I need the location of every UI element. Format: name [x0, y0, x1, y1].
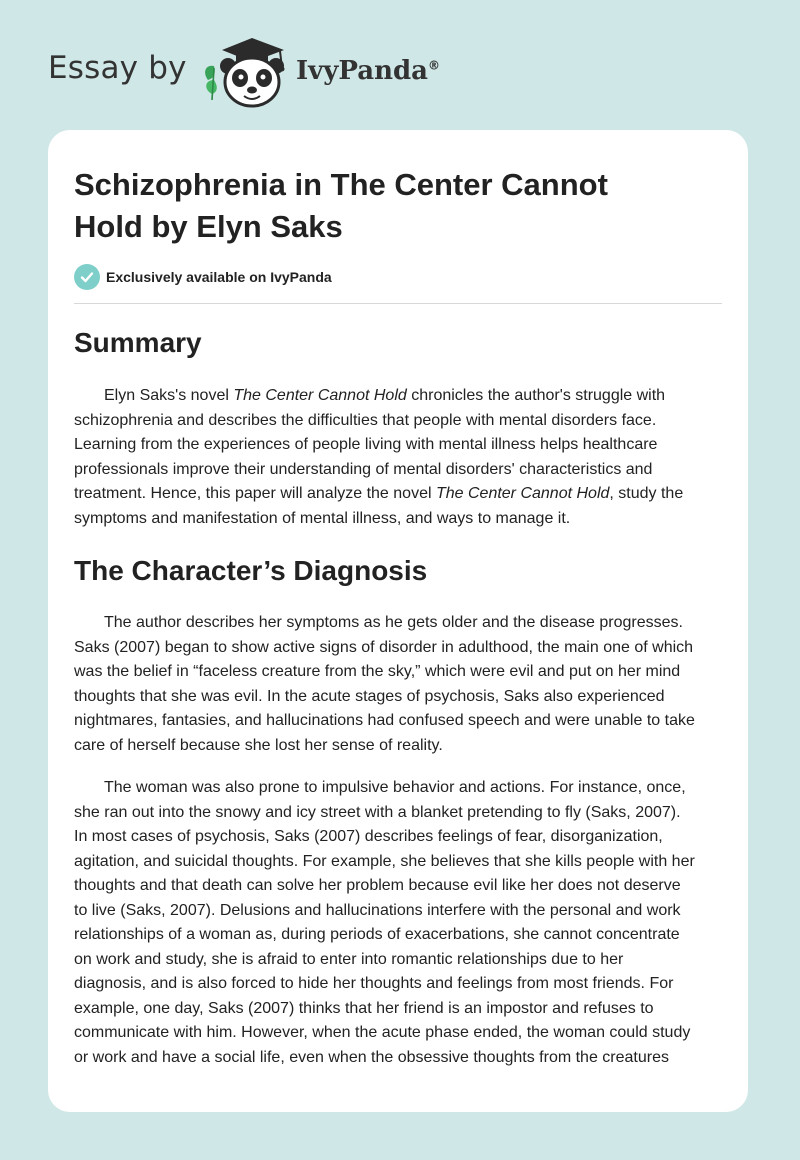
- paragraph-line: [74, 734, 726, 759]
- paragraph-line: [74, 709, 726, 734]
- text-segment: In most cases of psychosis, Saks (2007) describes feelings of fear, disorganization,: [74, 828, 663, 845]
- paragraph-line: [74, 825, 726, 850]
- panda-logo-icon[interactable]: [200, 34, 296, 110]
- title-line: Hold by Elyn Saks: [74, 209, 343, 244]
- brand-label: IvyPanda: [296, 56, 429, 86]
- essay-title: [74, 164, 714, 248]
- paragraph-line: [74, 636, 726, 661]
- paragraph-line: [74, 384, 726, 409]
- paragraph-line: [74, 899, 726, 924]
- paragraph-line: [74, 482, 726, 507]
- text-segment: Elyn Saks's novel: [104, 387, 234, 404]
- text-segment: treatment. Hence, this paper will analyze the novel: [74, 485, 436, 502]
- text-segment: example, one day, Saks (2007) thinks that her friend is an impostor and refuses to: [74, 999, 654, 1017]
- paragraph-line: [74, 433, 726, 458]
- paragraph: [74, 776, 726, 1070]
- text-segment: , study the: [609, 485, 684, 502]
- exclusive-badge: [74, 264, 332, 290]
- ivy-leaf-icon: [205, 66, 217, 100]
- text-segment: Saks (2007) began to show active signs of disorder in adulthood, the main one of which: [74, 638, 694, 656]
- paragraph-line: [74, 1021, 726, 1046]
- section-heading: The Character’s Diagnosis: [74, 555, 428, 586]
- text-segment: to live (Saks, 2007). Delusions and hallucinations interfere with the personal and work: [74, 901, 681, 919]
- text-segment: Learning from the experiences of people living with mental illness helps healthcare: [74, 436, 658, 453]
- text-segment: agitation, and suicidal thoughts. For example, she believes that she kills people with her: [74, 852, 695, 870]
- paragraph-line: [74, 972, 726, 997]
- paragraph-line: [74, 801, 726, 826]
- book-title-text: The Center Cannot Hold: [435, 485, 610, 502]
- paragraph-line: [74, 874, 726, 899]
- essay-by-label: Essay by: [48, 50, 187, 86]
- text-segment: diagnosis, and is also forced to hide her thoughts and feelings from most friends. For: [74, 975, 674, 992]
- paragraph-line: [74, 685, 726, 710]
- paragraph-line: [74, 776, 726, 801]
- paragraph-line: [74, 923, 726, 948]
- site-header: [0, 0, 800, 130]
- text-segment: was the belief in “faceless creature from the sky,” which were evil and put on her mind: [74, 663, 681, 680]
- check-circle-icon: [74, 264, 100, 290]
- text-segment: thoughts and that death can solve her problem because evil like her does not deserve: [74, 877, 681, 894]
- paragraph-line: [74, 850, 726, 875]
- section-heading: Summary: [74, 327, 202, 358]
- text-segment: or work and have a social life, even when the obsessive thoughts from the creatures: [74, 1048, 669, 1066]
- text-segment: thoughts that she was evil. In the acute stages of psychosis, Saks also experienced: [74, 687, 665, 705]
- paragraph: [74, 384, 726, 531]
- text-segment: care of herself because she lost her sense of reality.: [74, 736, 443, 754]
- registered-mark: ®: [428, 58, 441, 73]
- text-segment: symptoms and manifestation of mental illness, and ways to manage it.: [74, 509, 571, 527]
- paragraph-line: [74, 507, 726, 532]
- book-title-text: The Center Cannot Hold: [233, 387, 407, 404]
- paragraph-line: [74, 1046, 726, 1071]
- title-line: Schizophrenia in The Center Cannot: [74, 167, 608, 202]
- brand-name[interactable]: [296, 56, 440, 86]
- paragraph: [74, 611, 726, 758]
- text-segment: schizophrenia and describes the difficulties that people with mental disorders face.: [74, 411, 657, 429]
- text-segment: she ran out into the snowy and icy street with a blanket pretending to fly (Saks, 2007).: [74, 803, 681, 821]
- paragraph-line: [74, 611, 726, 636]
- text-segment: chronicles the author's struggle with: [406, 387, 666, 404]
- text-segment: nightmares, fantasies, and hallucinations had confused speech and were unable to take: [74, 712, 695, 729]
- text-segment: communicate with him. However, when the acute phase ended, the woman could study: [74, 1024, 691, 1041]
- paragraph-line: [74, 997, 726, 1022]
- text-segment: on work and study, she is afraid to enter into romantic relationships due to her: [74, 950, 624, 968]
- text-segment: The woman was also prone to impulsive behavior and actions. For instance, once,: [104, 779, 686, 796]
- paragraph-line: [74, 409, 726, 434]
- paragraph-line: [74, 948, 726, 973]
- text-segment: relationships of a woman as, during periods of exacerbations, she cannot concentrate: [74, 926, 680, 943]
- divider: [74, 303, 722, 304]
- badge-text: Exclusively available on IvyPanda: [106, 269, 332, 285]
- text-segment: The author describes her symptoms as he gets older and the disease progresses.: [104, 614, 683, 631]
- essay-card: [48, 130, 748, 1112]
- paragraph-line: [74, 660, 726, 685]
- paragraph-line: [74, 458, 726, 483]
- text-segment: professionals improve their understanding of mental disorders' characteristics and: [74, 460, 653, 478]
